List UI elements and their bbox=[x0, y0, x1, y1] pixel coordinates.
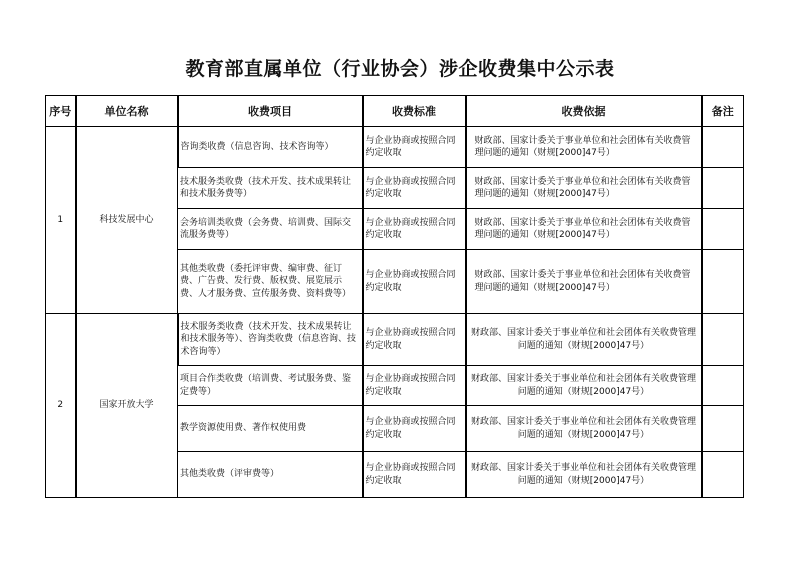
fee-item: 教学资源使用费、著作权使用费 bbox=[178, 406, 363, 452]
fee-standard: 与企业协商或按照合同约定收取 bbox=[363, 452, 466, 498]
fee-standard: 与企业协商或按照合同约定收取 bbox=[363, 406, 466, 452]
fee-basis-text: 财政部、国家计委关于事业单位和社会团体有关收费管理问题的通知（财规[2000]47号） bbox=[474, 135, 691, 158]
fee-note bbox=[702, 250, 744, 314]
fee-standard: 与企业协商或按照合同约定收取 bbox=[363, 168, 466, 209]
header-unit: 单位名称 bbox=[76, 96, 178, 127]
fee-standard: 与企业协商或按照合同约定收取 bbox=[363, 366, 466, 406]
fee-standard: 与企业协商或按照合同约定收取 bbox=[363, 250, 466, 314]
fee-note bbox=[702, 168, 744, 209]
header-item: 收费项目 bbox=[178, 96, 363, 127]
fee-standard: 与企业协商或按照合同约定收取 bbox=[363, 209, 466, 250]
fee-basis-text: 财政部、国家计委关于事业单位和社会团体有关收费管理问题的通知（财规[2000]47号） bbox=[474, 176, 691, 199]
fee-basis bbox=[466, 127, 702, 168]
fee-standard: 与企业协商或按照合同约定收取 bbox=[363, 127, 466, 168]
table-row bbox=[46, 127, 744, 168]
fee-basis: 财政部、国家计委关于事业单位和社会团体有关收费管理问题的通知（财规[2000]47号） bbox=[466, 452, 702, 498]
fee-item: 咨询类收费（信息咨询、技术咨询等） bbox=[178, 127, 363, 168]
fee-note bbox=[702, 452, 744, 498]
fee-basis: 财政部、国家计委关于事业单位和社会团体有关收费管理问题的通知（财规[2000]47号） bbox=[466, 406, 702, 452]
fee-item: 项目合作类收费（培训费、考试服务费、鉴定费等） bbox=[178, 366, 363, 406]
header-no: 序号 bbox=[46, 96, 76, 127]
header-standard: 收费标准 bbox=[363, 96, 466, 127]
fee-note bbox=[702, 406, 744, 452]
fee-basis bbox=[466, 209, 702, 250]
header-row bbox=[46, 96, 744, 127]
fee-item: 其他类收费（评审费等） bbox=[178, 452, 363, 498]
unit-no: 2 bbox=[46, 314, 76, 498]
fee-note bbox=[702, 366, 744, 406]
fee-basis-text: 财政部、国家计委关于事业单位和社会团体有关收费管理问题的通知（财规[2000]47号） bbox=[474, 270, 691, 293]
unit-name: 科技发展中心 bbox=[76, 127, 178, 314]
fee-item: 技术服务类收费（技术开发、技术成果转让和技术服务费等） bbox=[178, 168, 363, 209]
unit-name: 国家开放大学 bbox=[76, 314, 178, 498]
fee-basis bbox=[466, 168, 702, 209]
fee-item: 技术服务类收费（技术开发、技术成果转让和技术服务等）、咨询类收费（信息咨询、技术咨询等） bbox=[178, 314, 363, 366]
table-row bbox=[46, 314, 744, 366]
fee-basis: 财政部、国家计委关于事业单位和社会团体有关收费管理问题的通知（财规[2000]47号） bbox=[466, 366, 702, 406]
fee-basis bbox=[466, 250, 702, 314]
header-basis: 收费依据 bbox=[466, 96, 702, 127]
fee-note bbox=[702, 127, 744, 168]
fee-basis-text: 财政部、国家计委关于事业单位和社会团体有关收费管理问题的通知（财规[2000]47号） bbox=[474, 217, 691, 240]
fee-note bbox=[702, 314, 744, 366]
unit-no: 1 bbox=[46, 127, 76, 314]
fee-item: 其他类收费（委托评审费、编审费、征订费、广告费、发行费、版权费、展览展示费、人才服务费、宣传服务费、资料费等） bbox=[178, 250, 363, 314]
page-title: 教育部直属单位（行业协会）涉企收费集中公示表 bbox=[185, 58, 615, 80]
header-note: 备注 bbox=[702, 96, 744, 127]
fee-item: 会务培训类收费（会务费、培训费、国际交流服务费等） bbox=[178, 209, 363, 250]
fee-standard: 与企业协商或按照合同约定收取 bbox=[363, 314, 466, 366]
fee-basis: 财政部、国家计委关于事业单位和社会团体有关收费管理问题的通知（财规[2000]47号） bbox=[466, 314, 702, 366]
fee-note bbox=[702, 209, 744, 250]
fee-table bbox=[45, 95, 744, 498]
